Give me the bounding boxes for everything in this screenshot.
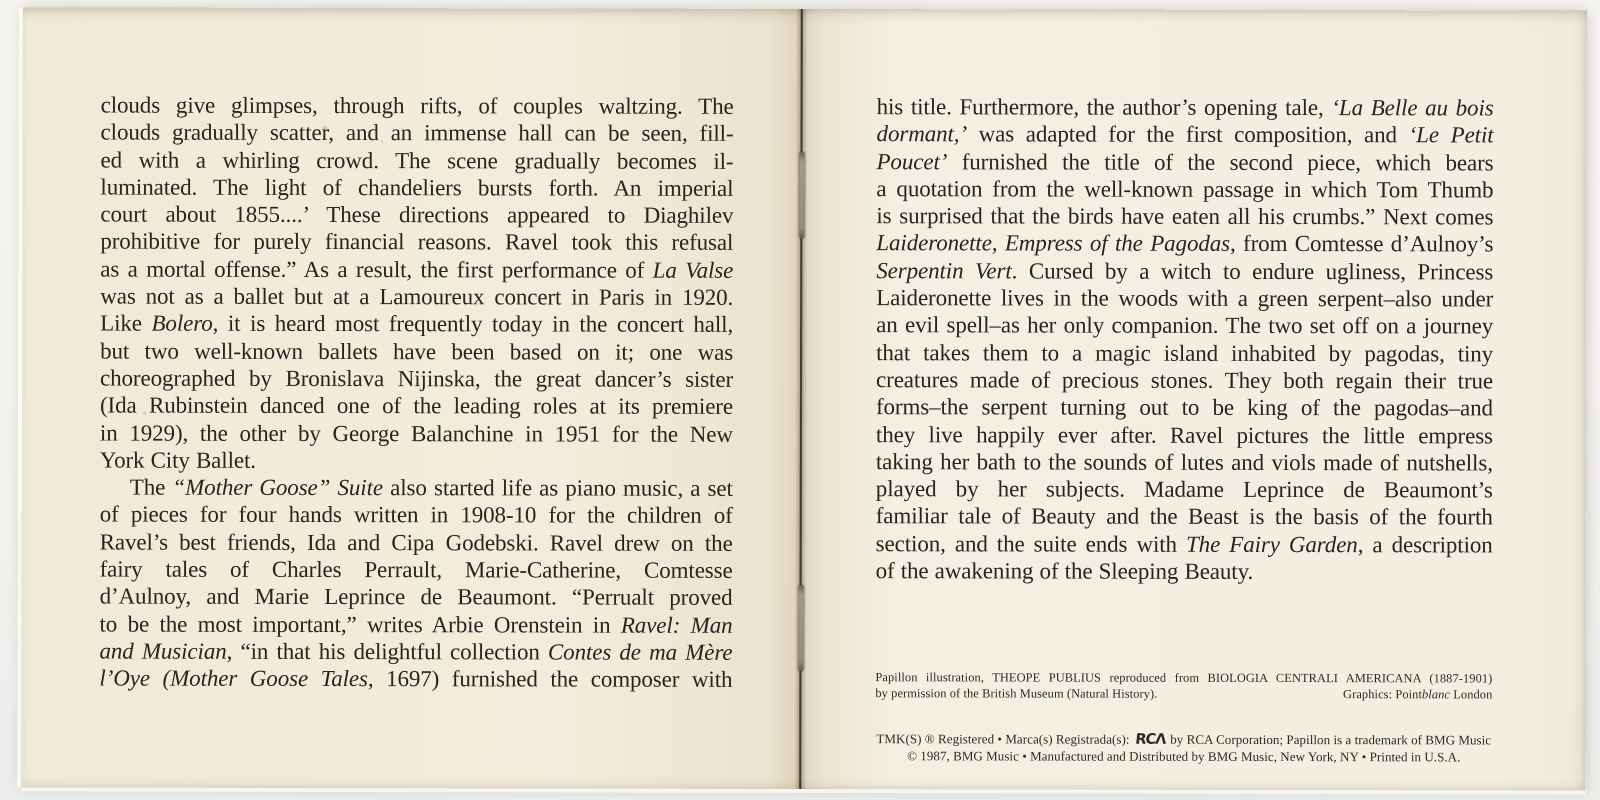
text-line: dormant,’ was adapted for the first composition, and ‘Le Petit <box>876 121 1494 148</box>
text-line: as a mortal offense.” As a result, the first performance of La Valse <box>100 256 734 283</box>
text-line: The “Mother Goose” Suite also started life as piano music, a set <box>129 474 733 502</box>
text-line: Laideronette lives in the woods with a green serpent–also under <box>876 285 1494 312</box>
rca-logo: RCΛ <box>1134 731 1166 748</box>
trademark-block <box>875 731 1492 765</box>
staple-top <box>799 152 804 238</box>
text-line: luminated. The light of chandeliers bursts forth. An imperial <box>100 174 734 201</box>
staple-bottom <box>798 585 803 671</box>
text-line: section, and the suite ends with The Fairy Garden, a description <box>875 530 1493 558</box>
text-line: was not as a ballet but at a Lamoureux concert in Paris in 1920. <box>100 283 734 310</box>
text-line: clouds gradually scatter, and an immense hall can be seen, fill- <box>100 119 734 147</box>
text-line: d’Aulnoy, and Marie Leprince de Beaumont. “Perrualt proved <box>99 583 733 611</box>
trademark-line1 <box>875 731 1492 749</box>
copyright-line: © 1987, BMG Music • Manufactured and Distributed by BMG Music, New York, NY • Printed in U.S.A. <box>907 747 1461 764</box>
text-line: an evil spell–as her only companion. The two set off on a journey <box>876 312 1494 339</box>
illustration-credit-line1: Papillon illustration, THEOPE PUBLIUS reproduced from BIOLOGIA CENTRALI AMERICANA (1887-1901) <box>875 670 1493 686</box>
text-line: creatures made of precious stones. They both regain their true <box>876 367 1494 394</box>
trademark-line1-pre: TMK(S) ® Registered • Marca(s) Registrada(s): <box>876 731 1130 747</box>
text-line: is surprised that the birds have eaten all his crumbs.” Next comes <box>876 203 1494 230</box>
text-line: that takes them to a magic island inhabited by pagodas, tiny <box>876 339 1494 367</box>
text-line: taking her bath to the sounds of lutes and viols made of nutshells, <box>875 449 1493 476</box>
text-line: played by her subjects. Madame Leprince de Beaumont’s <box>875 476 1493 503</box>
illustration-credit <box>875 669 1492 702</box>
text-line: prohibitive for purely financial reasons. Ravel took this refusal <box>100 229 734 256</box>
right-page-text-column <box>876 93 1494 586</box>
text-line: of the awakening of the Sleeping Beauty. <box>875 558 1254 584</box>
graphics-credit: Graphics: Pointblanc London <box>1343 687 1493 702</box>
text-line: choreographed by Bronislava Nijinska, the great dancer’s sister <box>100 365 734 392</box>
trademark-line1-post: by RCA Corporation; Papillon is a trademark of BMG Music <box>1170 731 1492 748</box>
text-line: Poucet’ furnished the title of the second piece, which bears <box>876 148 1494 176</box>
text-line: forms–the serpent turning out to be king of the pagodas–and <box>875 394 1494 421</box>
text-line: and Musician, “in that his delightful collection Contes de ma Mère <box>99 638 733 665</box>
text-line: but two well-known ballets have been based on it; one was <box>100 338 734 365</box>
text-line: l’Oye (Mother Goose Tales, 1697) furnished the composer with <box>99 665 733 693</box>
text-line: ed with a whirling crowd. The scene gradually becomes il- <box>100 147 734 174</box>
booklet-spread <box>21 7 1587 790</box>
text-line: fairy tales of Charles Perrault, Marie-Catherine, Comtesse <box>99 556 733 583</box>
text-line: they live happily ever after. Ravel pictures the little empress <box>875 421 1493 449</box>
left-page-text-column <box>99 92 733 694</box>
text-line: York City Ballet. <box>99 447 256 473</box>
text-line: of pieces for four hands written in 1908-10 for the children of <box>99 501 733 529</box>
text-line: Laideronette, Empress of the Pagodas, from Comtesse d’Aulnoy’s <box>876 230 1494 257</box>
illustration-credit-line2: by permission of the British Museum (Natural History). <box>875 686 1158 701</box>
text-line: Serpentin Vert. Cursed by a witch to endure ugliness, Princess <box>876 257 1494 285</box>
text-line: in 1929), the other by George Balanchine in 1951 for the New <box>99 420 733 447</box>
text-line: familiar tale of Beauty and the Beast is the basis of the fourth <box>875 503 1493 530</box>
text-line: Ravel’s best friends, Ida and Cipa Godebski. Ravel drew on the <box>99 529 733 556</box>
text-line: (Ida Rubinstein danced one of the leading roles at its premiere <box>99 392 734 420</box>
text-line: court about 1855....’ These directions appeared to Diaghilev <box>100 201 734 229</box>
text-line: a quotation from the well-known passage in which Tom Thumb <box>876 176 1494 203</box>
text-line: to be the most important,” writes Arbie Orenstein in Ravel: Man <box>99 611 733 638</box>
text-line: Like Bolero, it is heard most frequently today in the concert hall, <box>100 310 734 338</box>
text-line: his title. Furthermore, the author’s opening tale, ‘La Belle au bois <box>876 94 1494 121</box>
text-line: clouds give glimpses, through rifts, of couples waltzing. The <box>100 92 734 119</box>
